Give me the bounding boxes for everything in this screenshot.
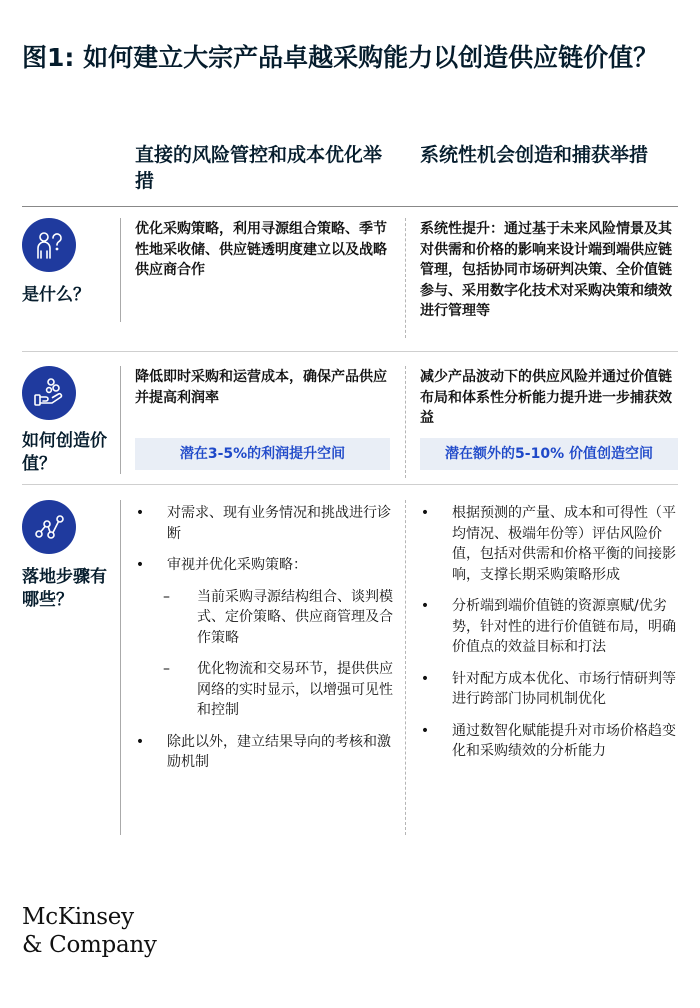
- list-item: • 对需求、现有业务情况和挑战进行诊断: [135, 505, 391, 542]
- left-column-rule: [120, 366, 121, 474]
- column-header-risk-cost: 直接的风险管控和成本优化举措: [135, 144, 383, 192]
- row-label-steps: 落地步骤有哪些？: [22, 567, 107, 610]
- logo-line-1: McKinsey: [22, 904, 134, 930]
- bullet: •: [420, 505, 430, 521]
- value-left-text: 降低即时采购和运营成本，确保产品供应并提高利润率: [135, 369, 387, 406]
- logo-line-2: & Company: [22, 932, 157, 958]
- dash: –: [163, 661, 170, 677]
- header-divider: [22, 206, 678, 207]
- bullet: •: [135, 557, 145, 573]
- list-item: • 根据预测的产量、成本和可得性（平均情况、极端年份等）评估风险价值，包括对供需和价格平衡的间接影响，支撑长期采购策略形成: [420, 505, 676, 583]
- middle-column-rule: [405, 218, 407, 338]
- network-nodes-icon: [22, 500, 76, 554]
- page-title: 图1: 如何建立大宗产品卓越采购能力以创造供应链价值？: [22, 43, 659, 72]
- list-item: • 针对配方成本优化、市场行情研判等进行跨部门协同机制优化: [420, 670, 676, 707]
- what-right-text: 系统性提升：通过基于未来风险情景及其对供需和价格的影响来设计端到端供应链管理，包括协同市场研判决策、全价值链参与、采用数字化技术对采购决策和绩效进行管理等: [420, 221, 672, 319]
- bullet: •: [420, 670, 430, 687]
- dash: –: [163, 588, 170, 605]
- sub-list-item: – 当前采购寻源结构组合、谈判模式、定价策略、供应商管理及合作策略: [163, 588, 393, 646]
- middle-column-rule: [405, 500, 407, 835]
- row-label-value: 如何创造价值？: [22, 431, 107, 474]
- row-divider: [22, 351, 678, 352]
- list-item: • 分析端到端价值链的资源禀赋/优劣势，针对性的进行价值链布局，明确价值点的效益目标和打法: [420, 598, 676, 655]
- column-header-systemic-opportunity: 系统性机会创造和捕获举措: [420, 144, 649, 166]
- bullet: •: [135, 505, 145, 521]
- bullet: •: [420, 598, 430, 614]
- person-question-icon: [22, 218, 76, 272]
- sub-list-item: – 优化物流和交易环节，提供供应网络的实时显示，以增强可见性和控制: [163, 661, 393, 718]
- bullet: •: [135, 733, 145, 750]
- bullet: •: [420, 722, 430, 739]
- steps-right-list: [420, 503, 678, 773]
- hand-coins-icon: [22, 366, 76, 420]
- steps-left-list: [135, 503, 393, 784]
- value-right-text: 减少产品波动下的供应风险并通过价值链布局和体系性分析能力提升进一步捕获效益: [420, 369, 672, 426]
- middle-column-rule: [405, 366, 407, 478]
- mckinsey-logo: [22, 903, 157, 959]
- value-creation-highlight: 潜在额外的5-10% 价值创造空间: [420, 438, 678, 470]
- row-label-what: 是什么？: [22, 285, 90, 305]
- row-divider: [22, 484, 678, 485]
- left-column-rule: [120, 218, 121, 322]
- profit-uplift-highlight: 潜在3-5%的利润提升空间: [135, 438, 390, 470]
- list-item: • 通过数智化赋能提升对市场价格趋变化和采购绩效的分析能力: [420, 722, 676, 759]
- list-item: • 除此以外，建立结果导向的考核和激励机制: [135, 733, 391, 770]
- what-left-text: 优化采购策略，利用寻源组合策略、季节性地采收储、供应链透明度建立以及战略供应商合作: [135, 221, 387, 278]
- list-item: • 审视并优化采购策略： – 当前采购寻源结构组合、谈判模式、定价策略、供应商管理及合作策略 – 优化物流和交易环节，提供供应网络的实时显示，以增强可见性和控制: [135, 555, 393, 721]
- left-column-rule: [120, 500, 121, 835]
